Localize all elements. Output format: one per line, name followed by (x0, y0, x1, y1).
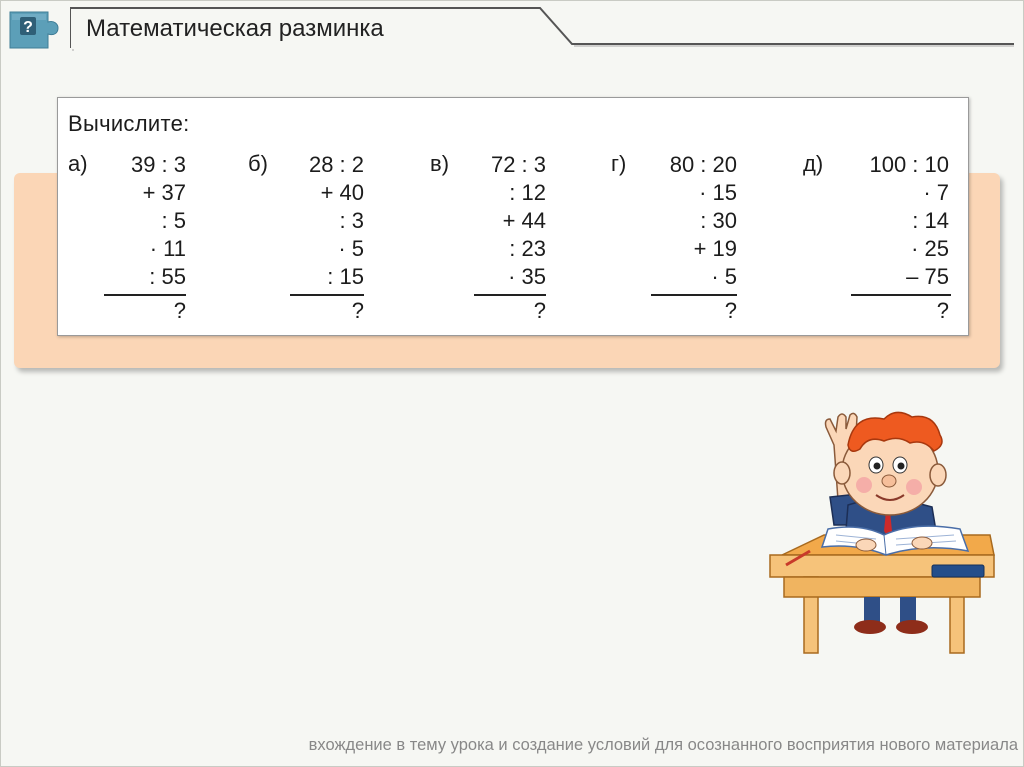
expression-line: · 11 (149, 236, 186, 261)
result-rule (104, 294, 186, 296)
column-letter: б) (248, 151, 268, 176)
page-title: Математическая разминка (86, 15, 384, 42)
expression-line: · 7 (923, 180, 949, 205)
column-letter: г) (611, 151, 627, 176)
task-column-a (68, 151, 186, 326)
expression-line: : 55 (149, 264, 186, 289)
expression-line: : 15 (327, 264, 364, 289)
result-mark: ? (936, 298, 949, 323)
expression-line: : 12 (509, 180, 546, 205)
task-column-v (430, 151, 550, 326)
task-column-d (803, 151, 953, 326)
expression-line: 72 : 3 (490, 152, 546, 177)
task-heading: Вычислите: (68, 111, 190, 136)
result-rule (290, 294, 364, 296)
result-rule (474, 294, 546, 296)
column-letter: в) (430, 151, 450, 176)
result-mark: ? (351, 298, 364, 323)
expression-line: · 25 (911, 236, 949, 261)
help-symbol: ? (23, 19, 33, 36)
result-rule (651, 294, 737, 296)
result-mark: ? (173, 298, 186, 323)
footer-caption: вхождение в тему урока и создание условий для осознанного восприятия нового материала (308, 736, 1018, 754)
expression-line: 28 : 2 (308, 152, 364, 177)
schoolboy-illustration (764, 405, 996, 667)
expression-line: + 37 (142, 180, 186, 205)
expression-line: 80 : 20 (669, 152, 737, 177)
expression-line: + 40 (320, 180, 364, 205)
expression-line: · 5 (711, 264, 737, 289)
help-puzzle-icon[interactable] (6, 8, 62, 52)
expression-line: · 15 (699, 180, 737, 205)
column-letter: д) (803, 151, 824, 176)
result-rule (851, 294, 951, 296)
expression-line: · 5 (338, 236, 364, 261)
expression-line: + 44 (502, 208, 546, 233)
expression-line: 39 : 3 (130, 152, 186, 177)
expression-line: + 19 (693, 236, 737, 261)
result-mark: ? (533, 298, 546, 323)
expression-line: : 30 (700, 208, 737, 233)
expression-line: : 3 (339, 208, 364, 233)
task-column-g (611, 151, 746, 326)
expression-line: : 23 (509, 236, 546, 261)
expression-line: : 14 (912, 208, 949, 233)
expression-line: : 5 (161, 208, 186, 233)
task-column-b (248, 151, 368, 326)
result-mark: ? (724, 298, 737, 323)
expression-line: · 35 (508, 264, 546, 289)
expression-line: – 75 (906, 264, 949, 289)
expression-line: 100 : 10 (869, 152, 949, 177)
task-card (57, 97, 969, 336)
column-letter: а) (68, 151, 88, 176)
